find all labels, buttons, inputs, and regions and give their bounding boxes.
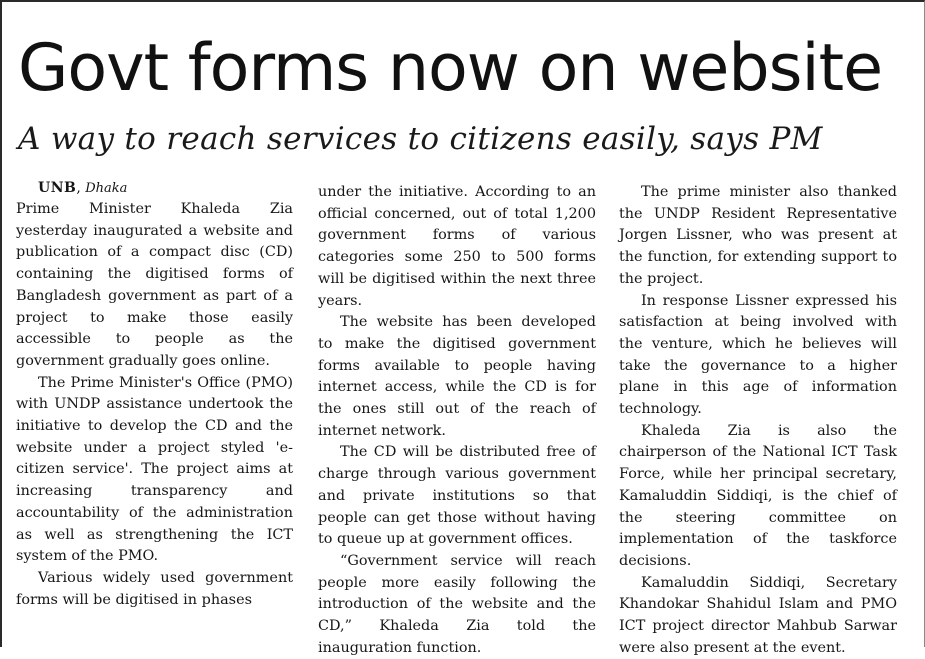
article-column-3	[619, 182, 897, 659]
article-column-1	[16, 178, 293, 611]
byline-separator: ,	[76, 180, 81, 196]
subheadline: A way to reach services to citizens easily, says PM	[18, 121, 823, 157]
paragraph: under the initiative. According to an official concerned, out of total 1,200 government forms of various categories some 250 to 500 forms will be digitised within the next three years.	[318, 184, 596, 309]
byline	[16, 178, 293, 199]
paragraph: Khaleda Zia is also the chairperson of the National ICT Task Force, while her principal secretary, Kamaluddin Siddiqi, is the chief of the steering committee on implementation of the taskforce decisions.	[619, 422, 897, 569]
byline-place: Dhaka	[85, 181, 128, 196]
article-column-2	[318, 182, 596, 659]
paragraph: Kamaluddin Siddiqi, Secretary Khandokar Shahidul Islam and PMO ICT project director Mahbub Sarwar were also present at the event.	[619, 574, 897, 656]
byline-agency: UNB	[38, 180, 77, 196]
paragraph: Prime Minister Khaleda Zia yesterday inaugurated a website and publication of a compact disc (CD) containing the digitised forms of Bangladesh government as part of a project to make those easily accessible to people as the government gradually goes online.	[16, 201, 293, 369]
paragraph: Various widely used government forms will be digitised in phases	[16, 569, 293, 608]
paragraph: The Prime Minister's Office (PMO) with UNDP assistance undertook the initiative to develop the CD and the website under a project styled 'e-citizen service'. The project aims at increasing transparency and accountability of the administration as well as strengthening the ICT system of the PMO.	[16, 374, 293, 565]
paragraph: “Government service will reach people more easily following the introduction of the website and the CD,” Khaleda Zia told the inauguration function.	[318, 552, 596, 656]
headline: Govt forms now on website	[18, 31, 883, 106]
paragraph: The CD will be distributed free of charge through various government and private institutions so that people can get those without having to queue up at government offices.	[318, 444, 596, 548]
paragraph: The prime minister also thanked the UNDP Resident Representative Jorgen Lissner, who was present at the function, for extending support to the project.	[619, 184, 897, 287]
paragraph: In response Lissner expressed his satisfaction at being involved with the venture, which he believes will take the governance to a higher plane in this age of information technology.	[619, 292, 897, 418]
paragraph: The website has been developed to make the digitised government forms available to people having internet access, while the CD is for the ones still out of the reach of internet network.	[318, 314, 596, 439]
